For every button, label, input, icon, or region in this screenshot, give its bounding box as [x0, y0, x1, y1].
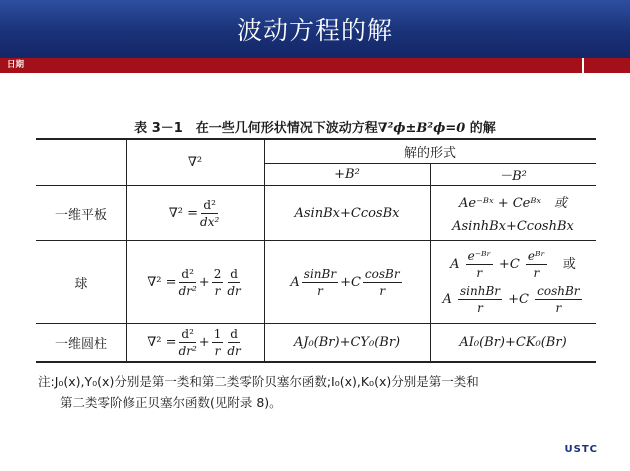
- solution-fraction: [466, 250, 493, 279]
- fraction-numerator: coshBr: [537, 284, 580, 298]
- derivative-fraction: [227, 328, 240, 357]
- derivative-fraction: [200, 199, 219, 228]
- fraction-denominator: r: [555, 301, 562, 315]
- fraction-denominator: dr²: [178, 344, 197, 358]
- coef-c: +C: [498, 257, 520, 272]
- solution-fraction: [458, 285, 502, 314]
- date-label: 日期: [7, 60, 25, 70]
- laplacian-prefix: ∇² =: [168, 205, 199, 221]
- fraction-numerator: cosBr: [364, 266, 400, 281]
- derivative-fraction: [227, 268, 240, 297]
- plus-sign: +: [198, 274, 210, 290]
- solution-fraction: [302, 268, 338, 297]
- fraction-numerator: d: [230, 266, 238, 281]
- fraction-denominator: r: [317, 283, 323, 298]
- solution-plus-slab: AsinBx+CcosBx: [294, 205, 400, 221]
- table-bottom-rule: [36, 361, 596, 363]
- solution-minus-sphere-line2: [442, 285, 583, 314]
- geometry-slab: 一维平板: [54, 207, 107, 223]
- coef-a: A: [450, 257, 460, 272]
- fraction-denominator: dr²: [178, 283, 197, 298]
- caption-suffix: 的解: [465, 121, 496, 136]
- coef-c: +C: [340, 274, 361, 290]
- solution-minus-cylinder: AI₀(Br)+CK₀(Br): [459, 335, 567, 350]
- fraction-numerator: d²: [181, 266, 194, 281]
- coefficient-fraction: [212, 328, 224, 357]
- fraction-numerator: 2: [213, 266, 222, 281]
- header-laplacian: ∇²: [187, 155, 203, 170]
- fraction-numerator: d²: [203, 197, 216, 212]
- derivative-fraction: [179, 268, 197, 297]
- fraction-numerator: eᴮʳ: [527, 249, 545, 263]
- laplacian-prefix: ∇² =: [147, 274, 177, 290]
- fraction-denominator: r: [476, 266, 483, 280]
- derivative-fraction: [179, 328, 197, 357]
- fraction-denominator: r: [533, 266, 540, 280]
- solution-fraction: [363, 268, 402, 297]
- fraction-numerator: e⁻ᴮʳ: [467, 249, 491, 263]
- solution-minus-slab-line1: Ae⁻ᴮˣ + Ceᴮˣ 或: [458, 196, 567, 211]
- solution-fraction: [535, 285, 581, 314]
- slide-title: 波动方程的解: [236, 16, 393, 45]
- fraction-denominator: dr: [227, 344, 241, 358]
- laplacian-cylinder: [126, 324, 264, 361]
- or-label: 或: [562, 257, 576, 272]
- fraction-numerator: sinBr: [303, 266, 337, 281]
- solution-minus-slab: [430, 186, 596, 240]
- laplacian-slab: [126, 186, 264, 240]
- caption-prefix: 表 3－1 在一些几何形状情况下波动方程: [134, 121, 378, 136]
- caption-equation: ∇²ϕ±B²ϕ=0: [377, 121, 466, 136]
- geometry-cylinder: 一维圆柱: [54, 337, 107, 352]
- coef-a: A: [442, 292, 452, 307]
- fraction-denominator: dr: [227, 283, 241, 298]
- fraction-denominator: r: [477, 301, 483, 315]
- solution-minus-sphere-line1: [450, 250, 576, 279]
- plus-sign: +: [198, 335, 210, 350]
- table-caption: [0, 117, 630, 136]
- laplacian-sphere: [126, 241, 264, 323]
- fraction-denominator: r: [214, 283, 221, 298]
- fraction-numerator: d: [230, 327, 238, 341]
- footer-brand: USTC: [564, 444, 598, 455]
- coefficient-fraction: [212, 268, 224, 297]
- date-bar-right: [584, 58, 630, 73]
- solution-fraction: [526, 250, 547, 279]
- date-bar: [0, 58, 582, 73]
- table-note-line2: 第二类零阶修正贝塞尔函数(见附录 8)。: [60, 395, 282, 410]
- header-plus-b2: +B²: [334, 167, 360, 182]
- slide-header: [0, 0, 630, 58]
- fraction-numerator: 1: [213, 327, 222, 341]
- fraction-denominator: r: [379, 283, 386, 298]
- header-minus-b2: －B²: [499, 169, 527, 184]
- fraction-denominator: dx²: [200, 214, 220, 229]
- solution-minus-sphere: [430, 241, 596, 323]
- solution-plus-cylinder: AJ₀(Br)+CY₀(Br): [293, 335, 401, 350]
- solution-minus-slab-line2: AsinhBx+CcoshBx: [452, 219, 574, 234]
- table-note-line1: 注:J₀(x),Y₀(x)分别是第一类和第二类零阶贝塞尔函数;I₀(x),K₀(x)分别是第一类和: [38, 374, 479, 389]
- solution-plus-sphere: [264, 241, 430, 323]
- fraction-denominator: r: [214, 344, 221, 358]
- fraction-numerator: sinhBr: [460, 284, 501, 298]
- header-solution-group: 解的形式: [403, 146, 456, 161]
- coef-c: +C: [508, 292, 529, 307]
- fraction-numerator: d²: [181, 327, 194, 341]
- coef-a: A: [290, 274, 300, 290]
- laplacian-prefix: ∇² =: [147, 335, 177, 350]
- geometry-sphere: 球: [74, 276, 88, 292]
